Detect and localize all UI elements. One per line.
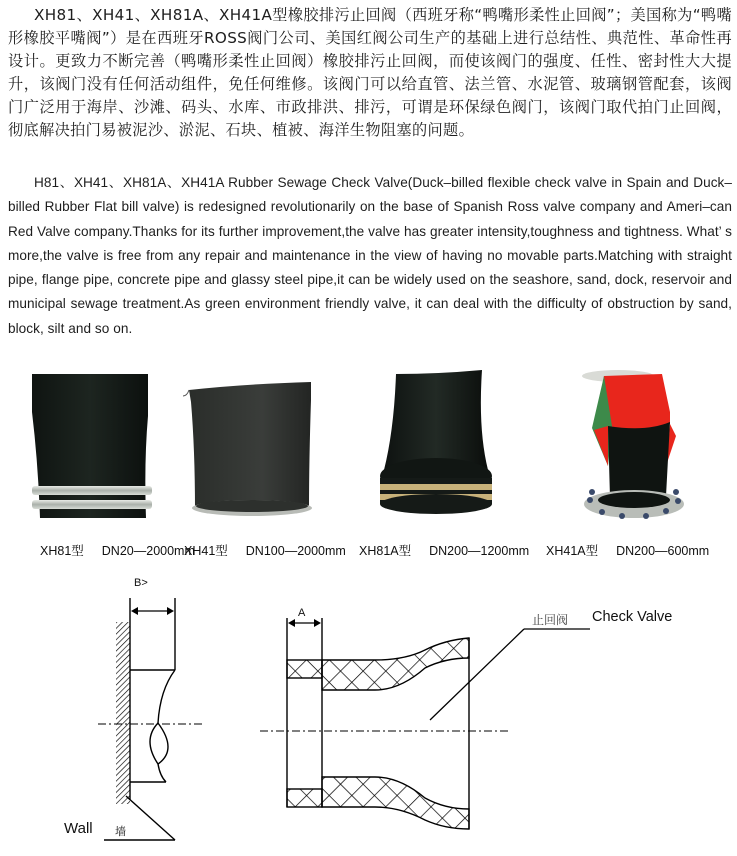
product-model: XH81A型 [359, 544, 412, 558]
product-model: XH41A型 [546, 544, 599, 558]
product-image-xh81 [28, 372, 156, 524]
product-caption-xh81a [359, 541, 529, 559]
callout-label-en: Check Valve [592, 609, 673, 625]
wall-label-cn: 墙 [115, 826, 126, 838]
product-model: XH41型 [184, 544, 228, 558]
callout-label-cn: 止回阀 [532, 613, 569, 627]
dimension-label-b: B> [134, 577, 148, 589]
product-model: XH81型 [40, 544, 84, 558]
product-caption-xh41a [546, 541, 709, 559]
product-range: DN100—2000mm [245, 544, 346, 558]
check-valve-section-diagram [250, 580, 737, 856]
product-image-xh41 [183, 380, 319, 522]
intro-english-paragraph [8, 171, 732, 341]
wall-installation-diagram [0, 577, 250, 856]
intro-english-text: H81、XH41、XH81A、XH41A Rubber Sewage Check Valve(Duck–billed flexible check valve in Spain and Duck–billed Rubber Flat bill valve) is redesigned revolutionarily on the base of Spanish Ross valve company and Ameri–can Red Valve company.Thanks for its further improvement,the valve has greater intensity,toughness and tightness. What’ s more,the valve is free from any repair and maintenance in the view of having no movable parts.Matching with straight pipe, flange pipe, concrete pipe and glassy steel pipe,it can be widely used on the seashore, sand, dock, reservoir and municipal sewage treatment.As green environment friendly valve, it can deal with the difficulty of obstruction by sand, block, silt and so on. [8, 175, 732, 336]
product-image-xh41a [566, 366, 684, 524]
dimension-label-a: A [298, 607, 306, 619]
product-caption-xh81 [40, 541, 195, 559]
product-range: DN20—2000mm [101, 544, 195, 558]
product-range: DN200—1200mm [429, 544, 530, 558]
intro-chinese-paragraph [8, 4, 732, 142]
product-range: DN200—600mm [616, 544, 710, 558]
intro-chinese-text: XH81、XH41、XH81A、XH41A型橡胶排污止回阀（西班牙称“鸭嘴形柔性止回阀”；美国称为“鸭嘴形橡胶平嘴阀”）是在西班牙ROSS阀门公司、美国红阀公司生产的基础上进行总结性、典范性、革命性再设计。更致力不断完善（鸭嘴形柔性止回阀）橡胶排污止回阀，而使该阀门的强度、任性、密封性大大提升，该阀门没有任何活动组件，免任何维修。该阀门可以给直管、法兰管、水泥管、玻璃钢管配套，该阀门广泛用于海岸、沙滩、码头、水库、市政排洪、排污，可谓是环保绿色阀门，该阀门取代拍门止回阀，彻底解决拍门易被泥沙、淤泥、石块、植被、海洋生物阻塞的问题。 [8, 6, 732, 139]
wall-label-en: Wall [64, 820, 93, 837]
product-image-xh81a [378, 370, 496, 518]
product-caption-xh41 [184, 541, 346, 559]
